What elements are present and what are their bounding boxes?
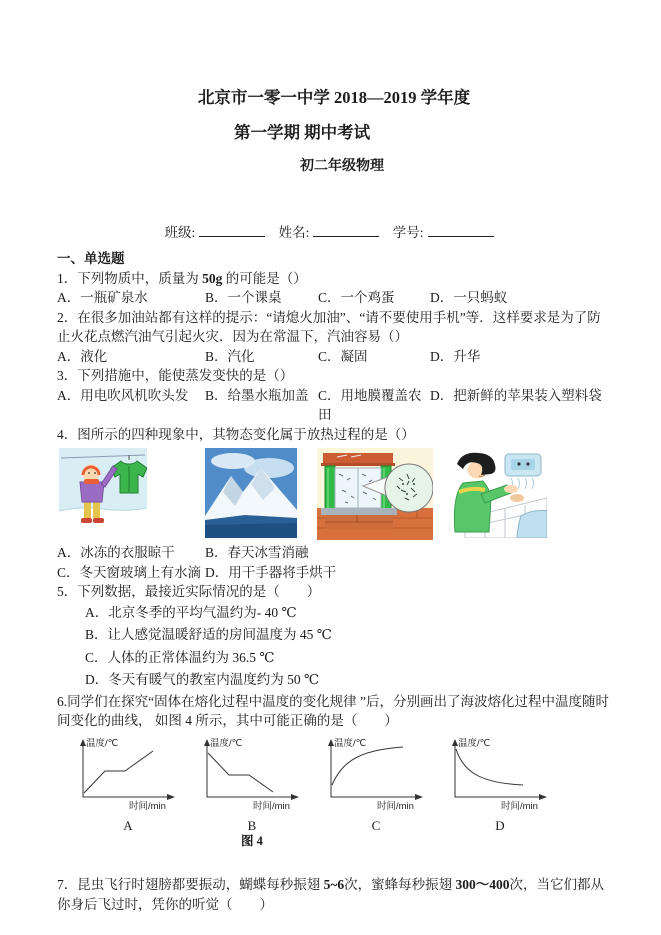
q4-caption-a: A．冰冻的衣服晾干 (57, 545, 175, 560)
image-frozen-clothes-drying (59, 448, 147, 538)
q4-caption-b: B．春天冰雪消融 (205, 545, 309, 560)
graph-c-plot (317, 735, 435, 813)
graph-d-curve (456, 749, 523, 785)
q2-option-d: D．升华 (430, 348, 481, 364)
q5-option-d: D．冬天有暖气的教室内温度约为 50 ℃ (85, 672, 320, 687)
question-5-options (57, 602, 611, 692)
name-label: 姓名: (278, 224, 310, 240)
graph-b (193, 735, 311, 850)
graph-d-xlabel: 时间/min (501, 800, 538, 812)
image-frosted-window (317, 448, 433, 540)
question-4-captions-1 (57, 543, 611, 563)
title-school-year: 北京市一零一中学 2018—2019 学年度 (197, 88, 471, 107)
question-2: 2．在很多加油站都有这样的提示：“请熄火加油”、“请不要使用手机”等．这样要求是为了防止火花点燃汽油气引起火灾．因为在常温下，汽油容易（） (57, 309, 601, 344)
q3-option-a: A．用电吹风机吹头发 (57, 387, 189, 403)
q4-caption-c: C．冬天窗玻璃上有水滴 (57, 564, 202, 580)
id-label: 学号: (392, 224, 424, 240)
name-blank (313, 223, 379, 237)
graph-a (69, 735, 187, 850)
graph-a-letter: A (123, 818, 133, 833)
graph-d-ylabel: 温度/℃ (458, 737, 491, 749)
q2-option-a: A．液化 (57, 348, 108, 364)
graph-b-letter: B (247, 818, 257, 833)
graph-c-ylabel: 温度/℃ (334, 737, 367, 749)
title-subject: 初二年级物理 (300, 159, 384, 174)
graph-a-xlabel: 时间/min (129, 800, 166, 812)
graph-d (441, 735, 559, 850)
question-4-images (59, 448, 611, 540)
question-2-options (57, 347, 611, 367)
q1-option-d: D．一只蚂蚁 (430, 290, 508, 305)
question-3-options (57, 386, 611, 425)
graph-a-ylabel: 温度/℃ (86, 737, 119, 749)
question-1-options (57, 288, 611, 308)
q1-option-c: C．一个鸡蛋 (318, 290, 395, 305)
graph-b-ylabel: 温度/℃ (210, 737, 243, 749)
question-6: 6.同学们在探究“固体在熔化过程中温度的变化规律 ”后，分别画出了海波熔化过程中温度随时间变化的曲线， 如图 4 所示，其中可能正确的是（ ） (57, 693, 609, 728)
q7-bee-rate: 300～400 (455, 877, 510, 892)
q5-option-b: B．让人感觉温暖舒适的房间温度为 45 ℃ (85, 627, 332, 642)
q3-option-b: B．给墨水瓶加盖 (205, 387, 309, 403)
section-heading: 一、单选题 (57, 251, 125, 266)
graph-c-xlabel: 时间/min (377, 800, 414, 812)
q1-mass-value: 50g (202, 270, 223, 286)
graph-a-plot (69, 735, 187, 813)
question-4: 4．图所示的四种现象中，其物态变化属于放热过程的是（） (57, 426, 415, 442)
q2-option-c: C．凝固 (318, 348, 368, 364)
question-7: 7．昆虫飞行时翅膀都要振动，蝴蝶每秒振翅 5~6次，蜜蜂每秒振翅 300～400次，当它们都从你身后飞过时，凭你的听觉（ ） (57, 877, 605, 912)
question-4-captions-2 (57, 563, 611, 583)
q3-option-c: C．用地膜覆盖农田 (318, 387, 422, 422)
q1-option-a: A．一瓶矿泉水 (57, 290, 148, 305)
question-1: 1．下列物质中，质量为 50g 的可能是（） (57, 270, 307, 286)
q5-option-a: A．北京冬季的平均气温约为- 40 ℃ (85, 604, 297, 620)
q7-butterfly-rate: 5~6 (323, 877, 345, 892)
student-info-line (57, 223, 611, 243)
title-semester: 第一学期 期中考试 (233, 122, 371, 142)
graph-d-plot (441, 735, 559, 813)
class-blank (199, 223, 265, 237)
graph-b-plot (193, 735, 311, 813)
graph-c-curve (332, 747, 403, 785)
q4-caption-d: D．用干手器将手烘干 (205, 564, 337, 580)
figure-4-caption: 图 4 (241, 834, 263, 848)
graph-c (317, 735, 435, 850)
graph-d-letter: D (495, 818, 505, 833)
q3-option-d: D．把新鲜的苹果装入塑料袋 (430, 387, 602, 403)
graph-b-xlabel: 时间/min (253, 800, 290, 812)
question-5: 5．下列数据，最接近实际情况的是（ ） (57, 584, 321, 599)
id-blank (428, 223, 494, 237)
q5-option-c: C．人体的正常体温约为 36.5 ℃ (85, 649, 275, 665)
image-snow-mountain (205, 448, 297, 538)
question-3: 3．下列措施中，能使蒸发变快的是（） (57, 368, 294, 383)
image-hand-dryer (441, 448, 547, 538)
graph-b-curve (208, 753, 273, 792)
graph-a-curve (84, 751, 153, 793)
class-label: 班级: (164, 224, 196, 240)
q2-option-b: B．汽化 (205, 348, 255, 364)
q1-option-b: B．一个课桌 (205, 290, 282, 305)
figure-4-graphs (69, 735, 611, 850)
graph-c-letter: C (371, 818, 381, 833)
